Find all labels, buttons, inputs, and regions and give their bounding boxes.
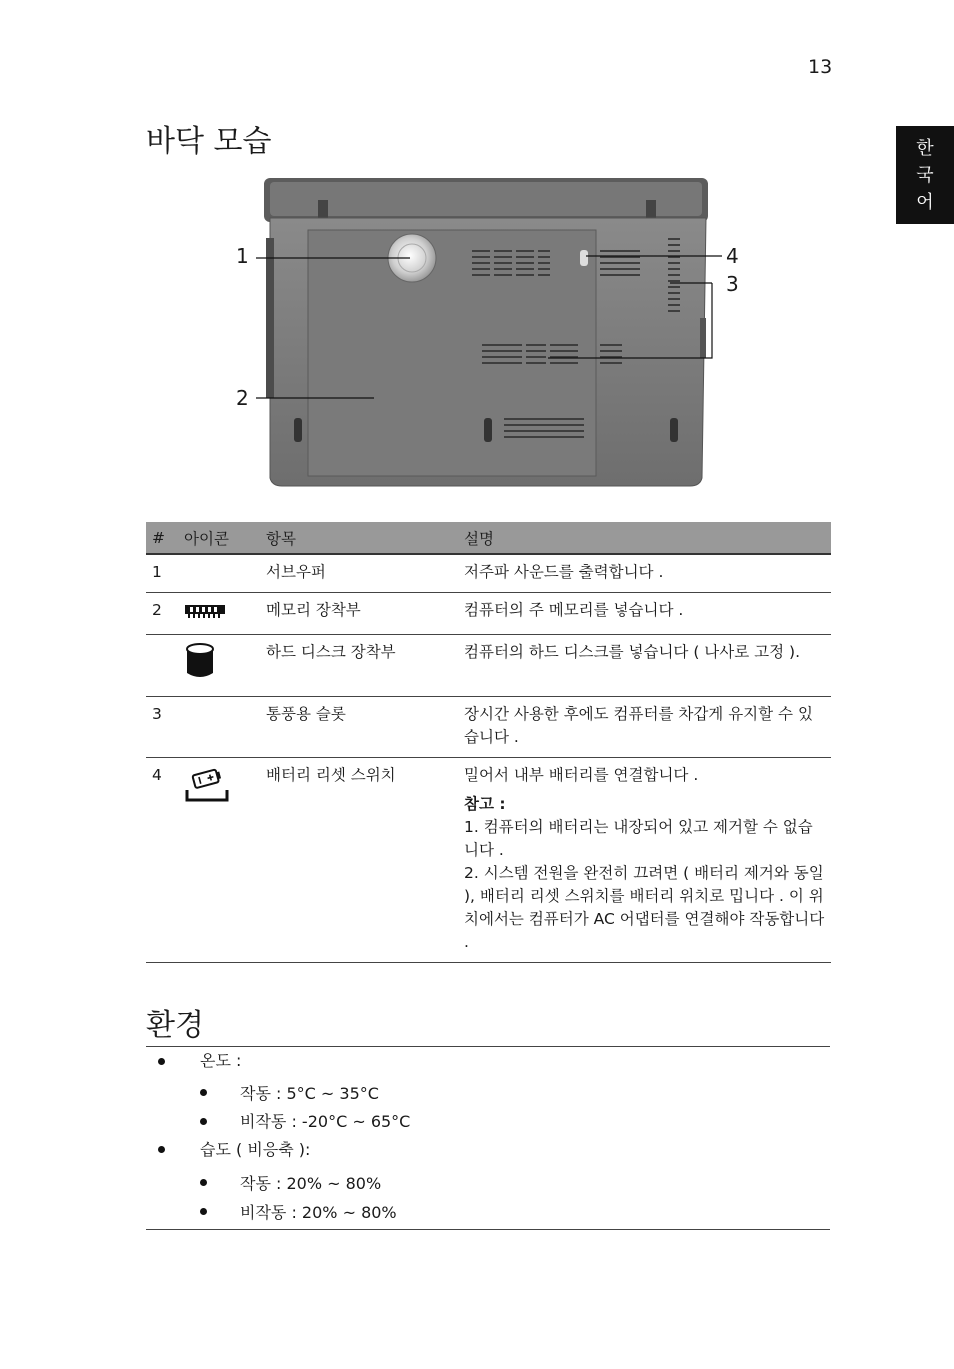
temperature-operating: 작동 : 5°C ~ 35°C — [240, 1084, 379, 1103]
row-description: 컴퓨터의 주 메모리를 넣습니다 . — [458, 593, 831, 635]
row-icon-cell — [178, 697, 260, 758]
language-tab — [896, 126, 954, 224]
row-item: 서브우퍼 — [266, 563, 326, 581]
table-row — [146, 635, 831, 697]
table-header-row — [146, 522, 831, 554]
laptop-bottom-illustration — [230, 168, 750, 498]
note-label: 참고 : — [464, 795, 506, 813]
bullet — [200, 1118, 207, 1125]
bullet — [200, 1208, 207, 1215]
row-icon-cell — [178, 635, 260, 697]
table-row — [146, 697, 831, 758]
hard-disk-icon — [184, 641, 216, 681]
divider — [146, 1229, 830, 1230]
header-number: # — [146, 522, 178, 554]
note-item: 2. 시스템 전원을 완전히 끄려면 ( 배터리 제거와 동일 ), 배터리 리셋 스위치를 배터리 위치로 밉니다 . 이 위치에서는 컴퓨터가 AC 어댑터를 연결해야 작동합니다 . — [464, 864, 825, 951]
row-icon-cell — [178, 593, 260, 635]
row-item: 메모리 장착부 — [260, 593, 458, 635]
row-number: 3 — [146, 697, 178, 758]
temperature-nonoperating: 비작동 : -20°C ~ 65°C — [240, 1112, 411, 1131]
bullet — [158, 1058, 165, 1065]
battery-reset-icon — [184, 764, 230, 804]
humidity-nonoperating: 비작동 : 20% ~ 80% — [240, 1203, 397, 1222]
memory-icon — [184, 599, 226, 619]
table-row — [146, 554, 831, 593]
header-item: 항목 — [260, 522, 458, 554]
row-description: 장시간 사용한 후에도 컴퓨터를 차갑게 유지할 수 있습니다 . — [458, 697, 831, 758]
bottom-view-table — [146, 522, 831, 963]
row-number: 2 — [146, 593, 178, 635]
bullet — [200, 1179, 207, 1186]
language-tab-char: 국 — [916, 164, 934, 186]
row-item: 통풍용 슬롯 — [260, 697, 458, 758]
row-number: 4 — [146, 758, 178, 963]
note-item: 1. 컴퓨터의 배터리는 내장되어 있고 제거할 수 없습니다 . — [464, 818, 813, 859]
row-description: 컴퓨터의 하드 디스크를 넣습니다 ( 나사로 고정 ). — [458, 635, 831, 697]
language-tab-char: 어 — [916, 191, 934, 213]
callout-3: 3 — [726, 272, 739, 296]
row-description: 밀어서 내부 배터리를 연결합니다 . — [464, 766, 699, 784]
row-number: 1 — [152, 563, 162, 581]
section-title-bottom-view: 바닥 모습 — [146, 124, 272, 159]
temperature-label: 온도 : — [200, 1051, 242, 1070]
humidity-label: 습도 ( 비응축 ): — [200, 1140, 311, 1159]
callout-2: 2 — [236, 386, 249, 410]
callout-1: 1 — [236, 244, 249, 268]
table-row — [146, 758, 831, 963]
header-description: 설명 — [458, 522, 831, 554]
environment-list — [146, 1046, 830, 1230]
language-tab-char: 한 — [916, 137, 934, 159]
row-description-cell — [458, 758, 831, 963]
bullet — [158, 1146, 165, 1153]
humidity-operating: 작동 : 20% ~ 80% — [240, 1174, 382, 1193]
row-icon-cell — [178, 554, 260, 593]
row-number — [146, 635, 178, 697]
section-title-environment: 환경 — [146, 1008, 204, 1043]
laptop-bottom-figure — [230, 168, 750, 498]
page-number: 13 — [808, 56, 833, 78]
table-row — [146, 593, 831, 635]
header-icon: 아이콘 — [178, 522, 260, 554]
bullet — [200, 1089, 207, 1096]
row-description: 저주파 사운드를 출력합니다 . — [464, 563, 664, 581]
callout-4: 4 — [726, 244, 739, 268]
row-item: 하드 디스크 장착부 — [260, 635, 458, 697]
row-icon-cell — [178, 758, 260, 963]
row-item: 배터리 리셋 스위치 — [260, 758, 458, 963]
